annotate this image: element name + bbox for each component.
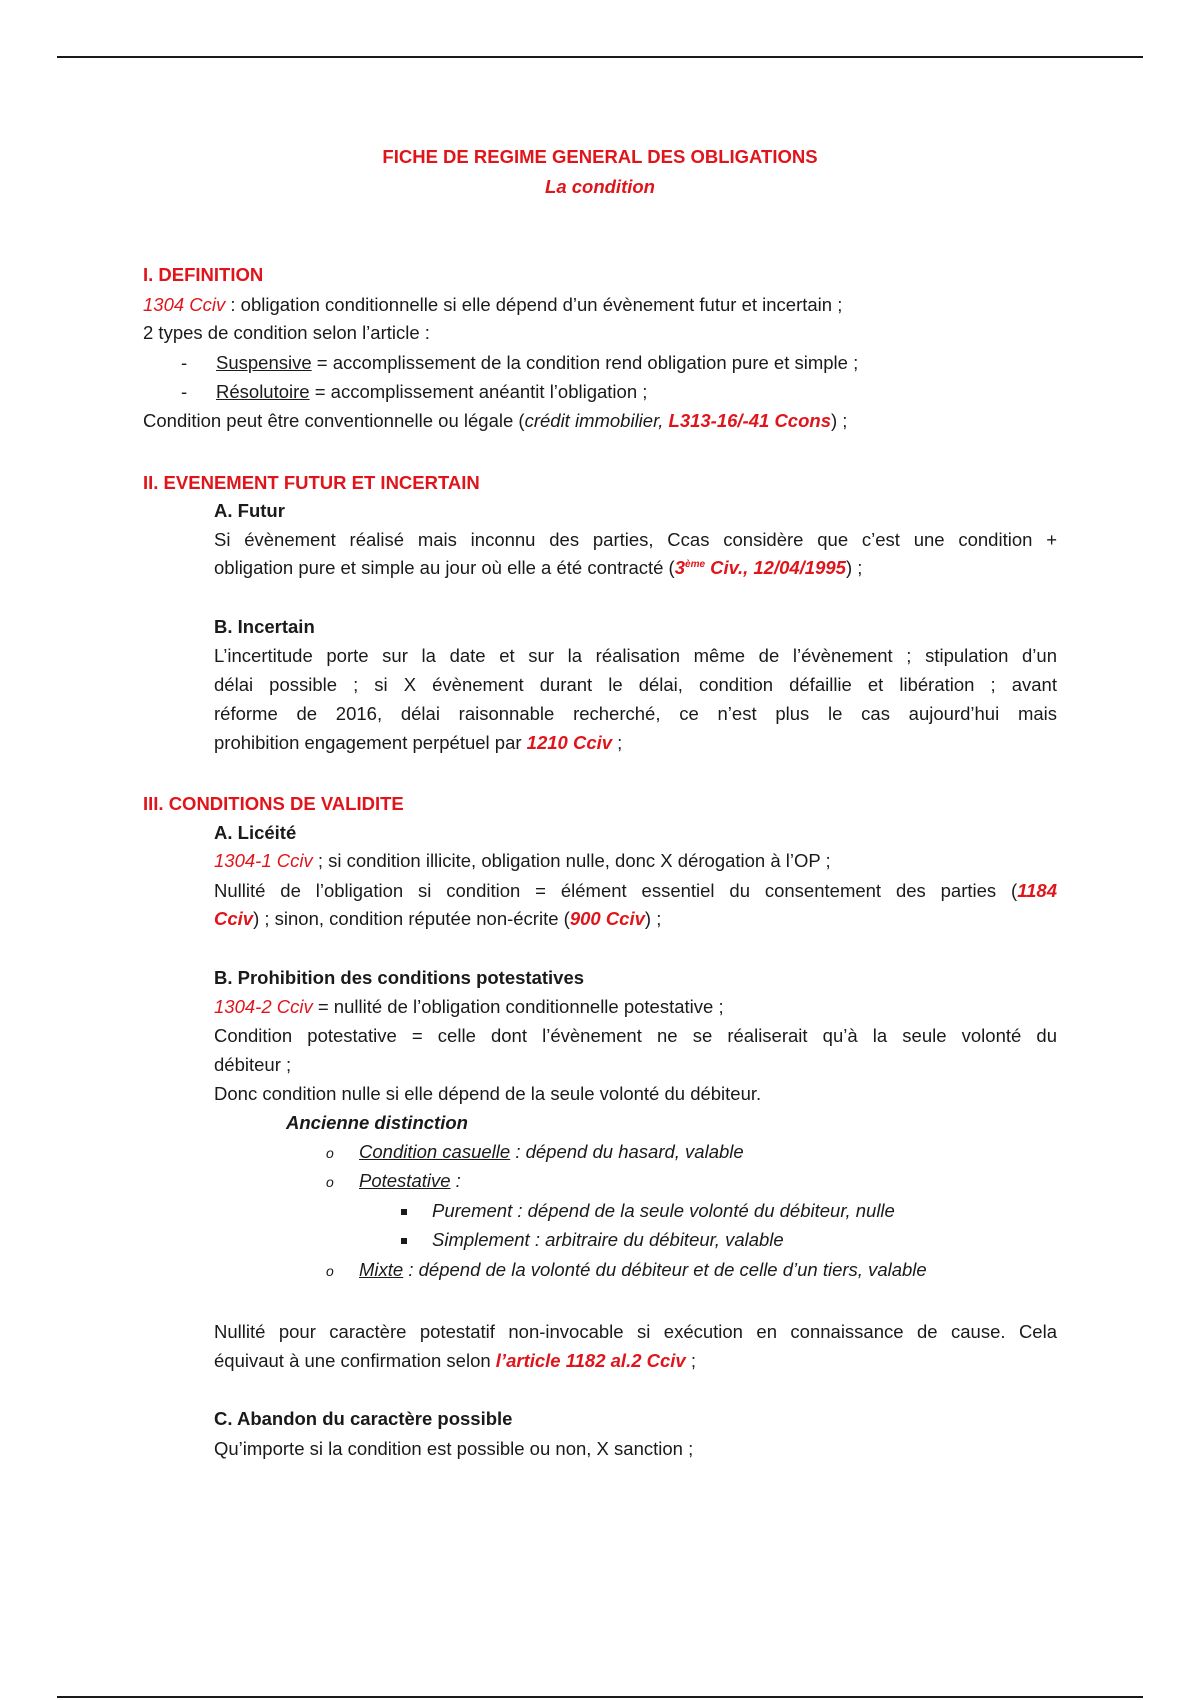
section-3b-line-2: Condition potestative = celle dont l’évènement ne se réaliserait qu’à la seule volonté du [214,1025,1057,1046]
article-ref: 1184 [1017,880,1057,901]
section-2b-heading: B. Incertain [214,616,315,637]
section-2a-line-1: Si évènement réalisé mais inconnu des parties, Ccas considère que c’est une condition + [214,529,1057,550]
section-2b-line-3: réforme de 2016, délai raisonnable recherché, ce n’est plus le cas aujourd’hui mais [214,703,1057,724]
section-3a-heading: A. Licéité [214,822,297,843]
bullet-suspensive [216,348,858,377]
article-ref: l’article 1182 al.2 Cciv [495,1350,686,1371]
article-ref: 1304 Cciv [143,294,226,315]
item-condition-casuelle [359,1137,744,1166]
section-1-line-1 [143,290,842,319]
section-2b-line-2: délai possible ; si X évènement durant le délai, condition défaillie et libération ; avant [214,674,1057,695]
text: équivaut à une confirmation selon [214,1350,496,1371]
sub-item-purement: Purement : dépend de la seule volonté du débiteur, nulle [432,1200,895,1221]
section-2a-heading: A. Futur [214,500,285,521]
section-3a-line-1 [214,846,831,875]
section-2-heading: II. EVENEMENT FUTUR ET INCERTAIN [143,472,480,493]
section-3b-line-1 [214,992,724,1021]
article-ref: L313-16/-41 Ccons [668,410,831,431]
case-ref-sup: ème [685,558,706,570]
section-3c-line-1: Qu’importe si la condition est possible ou non, X sanction ; [214,1438,694,1459]
section-2b-line-1: L’incertitude porte sur la date et sur la réalisation même de l’évènement ; stipulation d’un [214,645,1057,666]
section-3b-line-3: débiteur ; [214,1054,292,1075]
term: Condition casuelle [359,1141,511,1162]
text: ) ; sinon, condition réputée non-écrite ( [253,908,570,929]
text-italic: crédit immobilier, [524,410,669,431]
text: : dépend de la volonté du débiteur et de celle d’un tiers, valable [403,1259,927,1280]
article-ref: 900 Cciv [569,908,645,929]
text: Nullité de l’obligation si condition = élément essentiel du consentement des parties ( [214,880,1018,901]
text: obligation pure et simple au jour où elle a été contracté ( [214,557,675,578]
text: : [450,1170,461,1191]
top-rule [57,56,1143,58]
text: : dépend du hasard, valable [510,1141,744,1162]
term: Résolutoire [216,381,310,402]
text: Condition peut être conventionnelle ou légale ( [143,410,525,431]
case-ref: 3 [674,557,686,578]
section-2a-line-2 [214,553,862,582]
text: prohibition engagement perpétuel par [214,732,527,753]
section-3c-heading: C. Abandon du caractère possible [214,1408,513,1429]
term: Mixte [359,1259,404,1280]
item-mixte [359,1255,927,1284]
text: : obligation conditionnelle si elle dépend d’un évènement futur et incertain ; [225,294,843,315]
dash-bullet: - [181,352,188,373]
square-bullet [401,1238,407,1244]
term: Potestative [359,1170,451,1191]
section-1-heading: I. DEFINITION [143,264,264,285]
article-ref: 1210 Cciv [526,732,613,753]
circle-bullet: o [326,1145,334,1161]
item-potestative [359,1166,461,1195]
section-3a-line-2 [214,876,1057,905]
article-ref: Cciv [214,908,254,929]
document-subtitle: La condition [545,176,655,197]
section-3a-line-3 [214,904,661,933]
text: ; si condition illicite, obligation nulle, donc X dérogation à l’OP ; [312,850,831,871]
section-1-line-5 [143,406,847,435]
article-ref: 1304-1 Cciv [214,850,313,871]
sub-item-simplement: Simplement : arbitraire du débiteur, valable [432,1229,784,1250]
text: = nullité de l’obligation conditionnelle potestative ; [312,996,724,1017]
document-title: FICHE DE REGIME GENERAL DES OBLIGATIONS [382,146,818,167]
text: ; [612,732,623,753]
text: ) ; [830,410,848,431]
circle-bullet: o [326,1263,334,1279]
bullet-resolutoire [216,377,647,406]
article-ref: 1304-2 Cciv [214,996,313,1017]
section-3b-line-4: Donc condition nulle si elle dépend de la seule volonté du débiteur. [214,1083,762,1104]
text: ) ; [845,557,863,578]
section-3b-heading: B. Prohibition des conditions potestatives [214,967,585,988]
section-3-heading: III. CONDITIONS DE VALIDITE [143,793,404,814]
circle-bullet: o [326,1174,334,1190]
ancienne-distinction-heading: Ancienne distinction [286,1112,468,1133]
text: ) ; [644,908,662,929]
dash-bullet: - [181,381,188,402]
section-1-line-2: 2 types de condition selon l’article : [143,322,430,343]
case-ref: Civ., 12/04/1995 [705,557,846,578]
section-3b-para-line-2 [214,1346,696,1375]
section-2b-line-4 [214,728,622,757]
text: = accomplissement anéantit l’obligation ; [309,381,648,402]
bottom-rule [57,1696,1143,1698]
term: Suspensive [216,352,312,373]
text: = accomplissement de la condition rend obligation pure et simple ; [311,352,859,373]
text: ; [685,1350,697,1371]
square-bullet [401,1209,407,1215]
section-3b-para-line-1: Nullité pour caractère potestatif non-invocable si exécution en connaissance de cause. Cela [214,1321,1057,1342]
